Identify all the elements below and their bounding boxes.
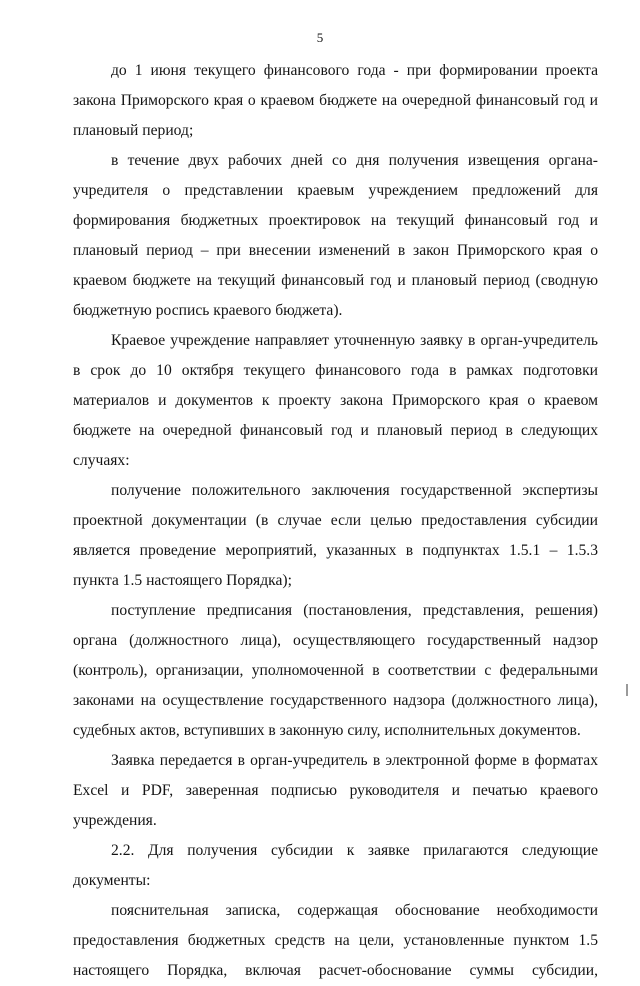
paragraph-budget-deadline: до 1 июня текущего финансового года - при формировании проекта закона Приморского края о краевом бюджете на очередной финансовый год и плановый период; [73,62,598,139]
paragraph-application-format: Заявка передается в орган-учредитель в электронной форме в форматах Excel и PDF, заверенная подписью руководителя и печатью краевого учреждения. [73,752,598,829]
scan-margin-mark [626,684,628,696]
paragraph-explanatory-note: пояснительная записка, содержащая обоснование необходимости предоставления бюджетных средств на цели, установленные пунктом 1.5 настоящего Порядка, включая расчет-обоснование суммы субсидии, [73,902,598,979]
page-number: 5 [316,30,324,45]
paragraph-section-2-2: 2.2. Для получения субсидии к заявке прилагаются следующие документы: [73,842,598,889]
paragraph-two-days-notice: в течение двух рабочих дней со дня получения извещения органа-учредителя о представлении краевым учреждением предложений для формирования бюджетных проектировок на текущий финансовый год и плановый период – при внесении изменений в закон Приморского края о краевом бюджете на текущий финансовый год и плановый период (сводную бюджетную роспись краевого бюджета). [73,152,598,319]
paragraph-updated-application: Краевое учреждение направляет уточненную заявку в орган-учредитель в срок до 10 октября текущего финансового года в рамках подготовки материалов и документов к проекту закона Приморского края о краевом бюджете на очередной финансовый год и плановый период в следующих случаях: [73,332,598,469]
paragraph-expertise-conclusion: получение положительного заключения государственной экспертизы проектной документации (в случае если целью предоставления субсидии является проведение мероприятий, указанных в подпунктах 1.5.1 – 1.5.3 пункта 1.5 настоящего Порядка); [73,482,598,589]
document-body [73,56,598,986]
paragraph-order-receipt: поступление предписания (постановления, представления, решения) органа (должностного лица), осуществляющего государственный надзор (контроль), организации, уполномоченной в соответствии с федеральными законами на осуществление государственного надзора (должностного лица), судебных актов, вступивших в законную силу, исполнительных документов. [73,602,598,739]
